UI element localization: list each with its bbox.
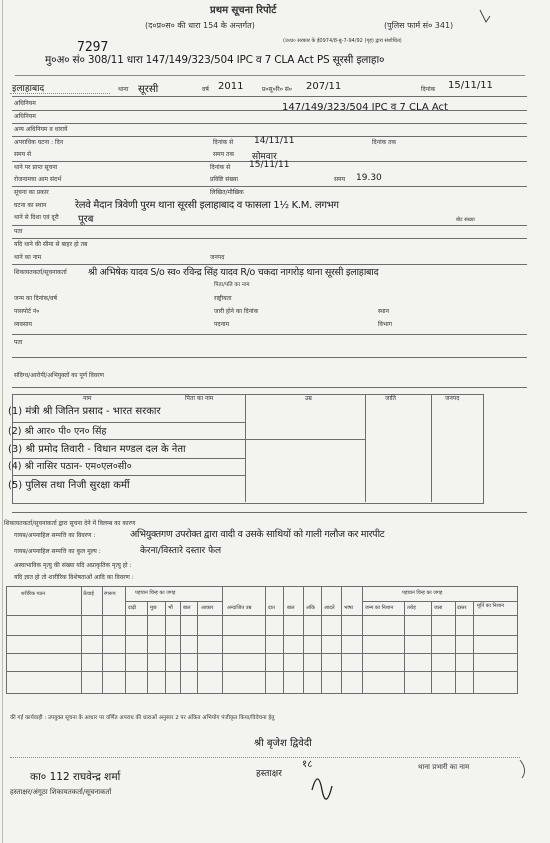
from-date-label: दिनांक से <box>213 139 234 146</box>
signature-b: १८ <box>302 759 313 770</box>
column-divider <box>365 395 366 502</box>
fir-label: प्र०सू०रि० सं० <box>262 86 292 93</box>
year-label: वर्ष <box>202 86 209 93</box>
divider <box>15 75 525 76</box>
district-value: इलाहाबाद <box>12 84 45 94</box>
suspect-row: (5) पुलिस तथा निजी सुरक्षा कर्मी <box>8 480 130 491</box>
bt-header: तरोह <box>407 605 416 611</box>
column-divider <box>245 395 246 502</box>
dotted-line <box>10 757 520 758</box>
column-divider <box>283 587 284 693</box>
time-from-label: समय से <box>14 151 32 158</box>
inquest-label: अस्वाभाविक मृत्यु की संख्या यदि अप्राकृतिक मृत्यु हो : <box>14 562 132 569</box>
bt-header: मूर्ति का निशान <box>477 603 504 609</box>
direction-value: पूरब <box>78 214 94 225</box>
complainant-address-label: पता <box>14 339 23 346</box>
column-divider <box>341 587 342 693</box>
year-value: 2011 <box>218 81 244 92</box>
complainant-signature-label: हस्ताक्षर/अंगूठा शिकायतकर्ता/सूचनाकर्ता <box>10 788 112 796</box>
distance-label: थाने से दिशा एवं दूरी <box>14 214 59 221</box>
beat-no-label: बीट संख्या <box>456 217 475 223</box>
divider <box>12 387 527 388</box>
row-divider <box>7 635 517 636</box>
divider <box>12 110 527 111</box>
entry-no-label: प्रविष्टि संख्या <box>210 176 238 183</box>
column-divider <box>404 601 405 693</box>
suspect-row: (1) मंत्री श्री जितिन प्रसाद - भारत सरकार <box>8 406 161 417</box>
column-divider <box>197 601 198 693</box>
bt-header: दस्तर <box>457 605 467 611</box>
column-divider <box>81 587 82 693</box>
bt-header: जला <box>434 605 443 611</box>
divider <box>12 225 527 226</box>
property-value-label: गायब/अपनाहिल सम्पत्ति का कुल मूल्य : <box>14 548 101 555</box>
form-number: (पुलिस फार्म सं० 341) <box>384 21 454 30</box>
complainant-value: श्री अभिषेक यादव S/o स्व० रविन्द्र सिंह यादव R/o चकदा नागरोड़ थाना सूरसी इलाहाबाद <box>88 267 379 278</box>
gd-time: 19.30 <box>356 173 382 183</box>
date-label: दिनांक <box>421 86 436 93</box>
delay-label: शिकायतकर्ता/सूचनाकर्ता द्वारा सूचना देने में विलम्ब का कारण <box>4 520 136 527</box>
fir-value: 207/11 <box>306 81 342 92</box>
column-divider <box>473 601 474 693</box>
bt-header: अन्दाजित उम्र <box>227 605 252 611</box>
row-divider <box>7 615 517 616</box>
sub-divider <box>125 601 222 602</box>
suspect-row: (3) श्री प्रमोद तिवारी - विधान मण्डल दल के नेता <box>8 444 186 455</box>
case-number-line: मु०अ० सं० 308/11 धारा 147/149/323/504 IPC व 7 CLA Act PS सूरसी इलाहा० <box>45 54 385 66</box>
bt-header: बाल <box>287 605 295 611</box>
place-label: घटना का स्थान <box>14 202 47 209</box>
bt-header: भाषा <box>344 605 353 611</box>
suspects-header-father: पिता का नाम <box>185 395 214 402</box>
suspect-row: (2) श्री आर० पी० एन० सिंह <box>8 426 107 437</box>
suspects-header-age: उम्र <box>305 395 312 402</box>
bt-header: भौं <box>168 605 173 611</box>
column-divider <box>303 587 304 693</box>
written-oral-label: लिखित/मौखिक <box>210 189 244 196</box>
district-label: जनपद <box>210 254 225 261</box>
serial-number: 7297 <box>77 40 109 55</box>
divider <box>12 357 527 358</box>
suspects-label: संदिग्ध/आरोपी/अभियुक्तों का पूर्ण विवरण <box>14 372 104 379</box>
column-divider <box>180 601 181 693</box>
property-note: केरना/विस्तारे दस्तार फेल <box>140 546 222 556</box>
info-type-label: सूचना का प्रकार <box>14 189 49 196</box>
column-divider <box>455 601 456 693</box>
address-label: पता <box>14 228 23 235</box>
bt-header: मुछ <box>150 605 157 611</box>
row-divider <box>13 475 245 476</box>
physical-features-table <box>6 586 518 694</box>
column-divider <box>102 587 103 693</box>
delay-reason: अभियुक्तगण उपरोक्त द्वारा वादी व उसके साथियों को गाली गलौज कर मारपीट <box>130 529 385 540</box>
thana-name-label: थाने का नाम <box>14 254 42 261</box>
complainant-label: शिकायतकर्ता/सूचनाकर्ता <box>14 269 67 276</box>
row-divider <box>13 439 365 440</box>
row-divider <box>7 653 517 654</box>
outside-label: यदि थाने की सीमा से बाहर हो तब <box>14 241 88 248</box>
physical-label: यदि ज्ञात हो तो शारीरिक विशेषताओं आदि का विवरण : <box>14 574 134 581</box>
bt-header: ऊँचाई <box>83 591 94 597</box>
column-divider <box>431 395 432 502</box>
occurrence-date: 14/11/11 <box>254 136 295 146</box>
divider <box>12 96 527 97</box>
time-to-label: समय तक <box>213 151 235 158</box>
gd-ref-label: रोजनामचा आम संदर्भ <box>14 176 62 183</box>
nationality-label: राष्ट्रीयता <box>214 295 232 302</box>
business-label: व्यवसाय <box>14 321 32 328</box>
column-divider <box>321 587 322 693</box>
dotted-line <box>10 93 110 94</box>
time-label: समय <box>334 176 346 183</box>
divider <box>12 238 527 239</box>
column-divider <box>222 587 223 693</box>
bt-header: पहचान चिन्ह का जगह <box>135 590 176 596</box>
father-name-label: पिता/पति का नाम <box>214 282 250 288</box>
divider <box>12 512 527 513</box>
date-value: 15/11/11 <box>448 80 493 91</box>
suspects-header-caste: जाति <box>385 395 396 402</box>
sections-handwritten: 147/149/323/504 IPC व 7 CLA Act <box>282 102 448 113</box>
passport-label: पासपोर्ट नं० <box>14 308 40 315</box>
bt-header: अंकि <box>306 605 315 611</box>
officer-name: का० 112 राघवेन्द्र शर्मा <box>30 771 121 783</box>
page-edge <box>2 0 3 843</box>
column-divider <box>431 601 432 693</box>
thana-value: सूरसी <box>138 84 159 95</box>
issue-place-label: स्थान <box>378 308 389 315</box>
gd-date: 15/11/11 <box>249 160 290 170</box>
bt-header: बाल <box>183 605 191 611</box>
officer-signature-label: थाना प्रभारी का नाम <box>418 763 470 771</box>
bt-header: आदतें <box>324 605 335 611</box>
row-divider <box>7 671 517 672</box>
signature-a: हस्ताक्षर <box>256 769 282 779</box>
gd-date-label: दिनांक से <box>210 164 231 171</box>
bt-header: शरीरिक गठन <box>21 591 46 597</box>
row-divider <box>13 422 245 423</box>
property-label: गायब/अपनाहिल सम्पत्ति का विवरण : <box>14 532 96 539</box>
bt-header: आकार <box>201 605 214 611</box>
govt-order: (उ०प्र० सरकार के ई0974/8-बु-7-94/92 (गृह) द्वारा संशोधित) <box>283 38 402 44</box>
thana-label: थाना <box>118 86 129 93</box>
bt-header: जन्म का निशान <box>365 605 394 611</box>
bt-header: पहचान चिन्ह का जगह <box>402 590 443 596</box>
occurrence-day: सोमवार <box>252 152 277 162</box>
occurrence-label: अपराधिक घटना : दिन <box>14 139 64 146</box>
column-divider <box>147 601 148 693</box>
issue-date-label: जारी होने का दिनांक <box>214 308 259 315</box>
suspects-header-district: जनपद <box>445 395 460 402</box>
dept-label: विभाग <box>378 321 393 328</box>
post-label: पदनाम <box>214 321 230 328</box>
bt-header: दाढ़ी <box>128 605 137 611</box>
dob-label: जन्म का दिनांक/वर्ष <box>14 295 57 302</box>
document-title: प्रथम सूचना रिपोर्ट <box>210 5 277 16</box>
other-act-label: अन्य अधिनियम व धारायें <box>14 126 68 133</box>
column-divider <box>125 587 126 693</box>
bt-header: दात <box>268 605 275 611</box>
to-date-label: दिनांक तक <box>372 139 397 146</box>
suspect-row: (4) श्री नासिर पठान- एम०एल०सी० <box>8 461 132 472</box>
column-divider <box>165 601 166 693</box>
sub-divider <box>362 601 517 602</box>
divider <box>12 186 527 187</box>
document-subtitle: (द०प्र०स० की धारा 154 के अन्तर्गत) <box>145 21 255 30</box>
action-taken: की गई कार्यवाही : उपयुक्त सूचना के आधार पर वर्णित अपराध की धाराओं अनुसार 2 पर अंकित अभियोग पंजीकृत किया/विवेचना हेतु <box>10 715 275 721</box>
column-divider <box>265 587 266 693</box>
suspects-header-name: नाम <box>83 395 92 402</box>
place-value: रेलवे मैदान त्रिवेणी पुरम थाना सूरसी इलाहाबाद व फासला 1½ K.M. लगभग <box>75 200 339 211</box>
suspects-table <box>8 394 484 504</box>
divider <box>12 334 527 335</box>
column-divider <box>362 587 363 693</box>
divider <box>12 123 527 124</box>
info-received-label: थाने पर प्राप्त सूचना <box>14 164 58 171</box>
bt-header: रंगरूप <box>104 591 116 597</box>
act-label-1: अधिनियम <box>14 100 36 107</box>
officer-order: श्री बृजेश द्विवेदी <box>254 738 312 749</box>
act-label-2: अधिनियम <box>14 113 36 120</box>
